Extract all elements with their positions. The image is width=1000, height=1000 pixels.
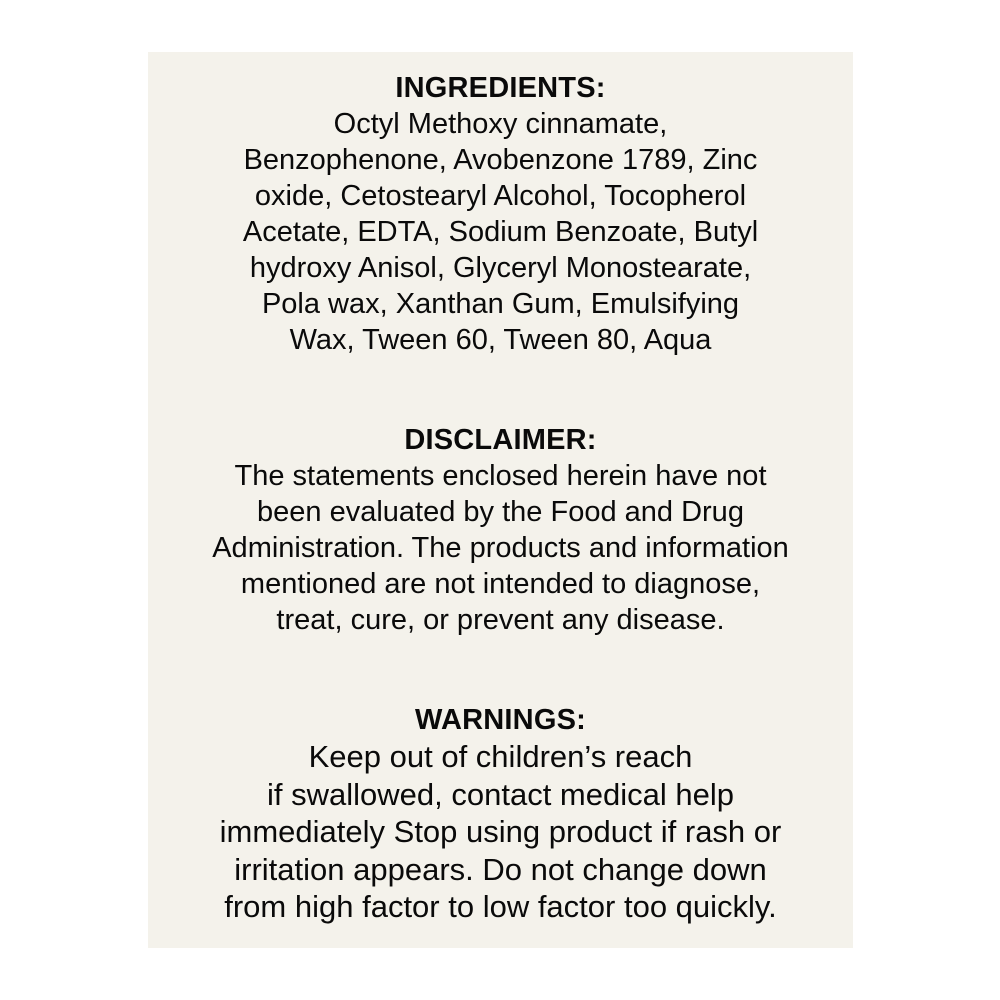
warnings-line: if swallowed, contact medical help bbox=[267, 776, 734, 812]
disclaimer-section bbox=[148, 422, 853, 638]
warnings-line: Keep out of children’s reach bbox=[308, 739, 693, 774]
product-label bbox=[148, 52, 853, 948]
ingredients-line: Pola wax, Xanthan Gum, Emulsifying bbox=[261, 288, 740, 320]
ingredients-line: Wax, Tween 60, Tween 80, Aqua bbox=[289, 324, 712, 356]
disclaimer-line: treat, cure, or prevent any disease. bbox=[276, 604, 725, 636]
ingredients-line: Octyl Methoxy cinnamate, bbox=[333, 108, 668, 140]
warnings-section bbox=[148, 702, 853, 926]
warnings-line: irritation appears. Do not change down bbox=[234, 851, 767, 887]
ingredients-line: Acetate, EDTA, Sodium Benzoate, Butyl bbox=[242, 216, 759, 248]
ingredients-line: hydroxy Anisol, Glyceryl Monostearate, bbox=[249, 252, 752, 284]
ingredients-section bbox=[148, 70, 853, 358]
ingredients-line: oxide, Cetostearyl Alcohol, Tocopherol bbox=[254, 180, 747, 212]
ingredients-heading: INGREDIENTS: bbox=[395, 72, 606, 104]
warnings-line: from high factor to low factor too quickly. bbox=[224, 889, 777, 924]
disclaimer-line: mentioned are not intended to diagnose, bbox=[240, 568, 761, 600]
ingredients-line: Benzophenone, Avobenzone 1789, Zinc bbox=[243, 144, 758, 176]
warnings-heading: WARNINGS: bbox=[415, 704, 586, 736]
warnings-line: immediately Stop using product if rash or bbox=[219, 814, 782, 849]
disclaimer-line: The statements enclosed herein have not bbox=[234, 460, 767, 492]
disclaimer-line: been evaluated by the Food and Drug bbox=[257, 496, 744, 528]
disclaimer-heading: DISCLAIMER: bbox=[404, 424, 597, 456]
disclaimer-line: Administration. The products and information bbox=[212, 532, 789, 564]
